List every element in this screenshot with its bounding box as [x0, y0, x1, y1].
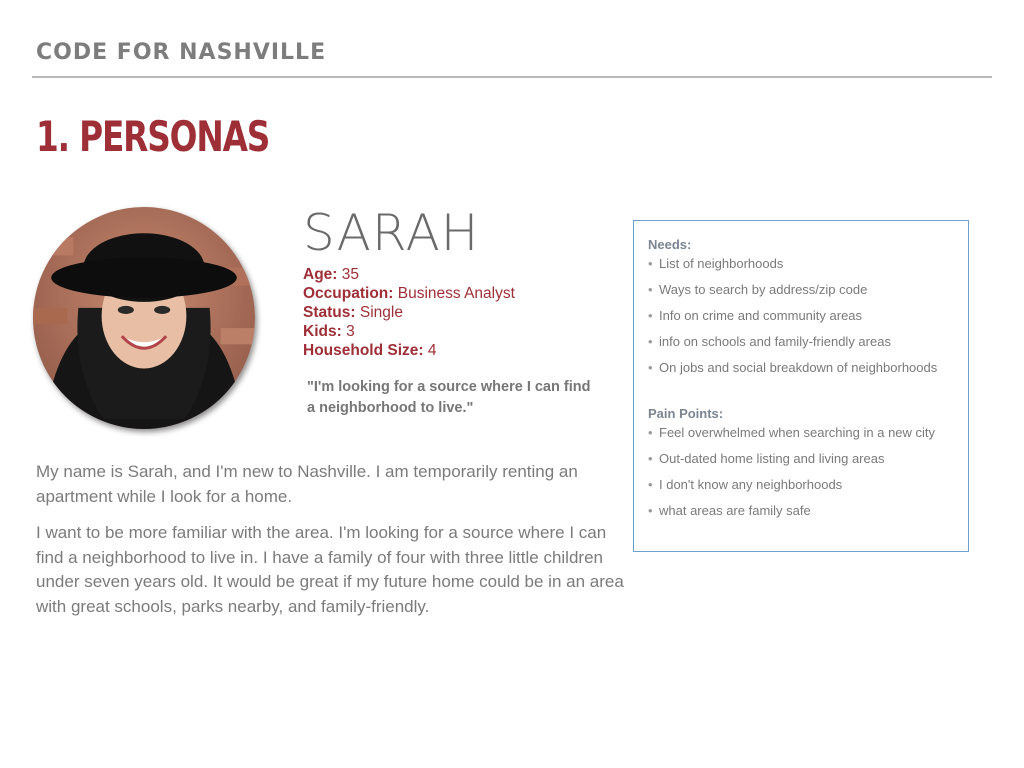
org-title: CODE FOR NASHVILLE — [36, 40, 327, 65]
list-item: • what areas are family safe — [648, 503, 811, 518]
persona-bio — [36, 460, 636, 619]
list-item: • Feel overwhelmed when searching in a new city — [648, 425, 936, 440]
list-item: • Info on crime and community areas — [648, 308, 863, 323]
needs-pain-panel — [633, 220, 969, 552]
section-title: 1. PERSONAS — [36, 112, 270, 161]
list-item: • List of neighborhoods — [648, 256, 784, 271]
header-divider — [32, 76, 992, 78]
needs-list — [648, 256, 954, 386]
fact-age: Age: 35 — [303, 266, 360, 283]
fact-kids: Kids: 3 — [303, 323, 355, 340]
bullet-icon: • — [648, 425, 653, 440]
pain-points-heading: Pain Points: — [648, 406, 724, 421]
bullet-icon: • — [648, 360, 653, 375]
list-item: • info on schools and family-friendly areas — [648, 334, 891, 349]
list-item: • Out-dated home listing and living areas — [648, 451, 885, 466]
bio-paragraph: I want to be more familiar with the area. I'm looking for a source where I can find a neighborhood to live in. I have a family of four with three little children under seven years old. It would be great if my future home could be in an area with great schools, parks nearby, and family-friendly. — [36, 523, 624, 616]
list-item: • Ways to search by address/zip code — [648, 282, 868, 297]
bullet-icon: • — [648, 477, 653, 492]
fact-occupation: Occupation: Business Analyst — [303, 285, 515, 302]
persona-facts — [303, 265, 515, 360]
bullet-icon: • — [648, 282, 653, 297]
needs-heading: Needs: — [648, 237, 692, 252]
bullet-icon: • — [648, 503, 653, 518]
fact-status: Status: Single — [303, 304, 403, 321]
list-item: • On jobs and social breakdown of neighborhoods — [648, 360, 938, 375]
bullet-icon: • — [648, 451, 653, 466]
bio-paragraph: My name is Sarah, and I'm new to Nashville. I am temporarily renting an apartment while I look for a home. — [36, 462, 578, 506]
persona-photo-icon — [33, 207, 255, 429]
persona-avatar — [33, 207, 255, 429]
persona-quote: "I'm looking for a source where I can find a neighborhood to live." — [307, 379, 591, 416]
pain-points-list — [648, 425, 954, 529]
bullet-icon: • — [648, 334, 653, 349]
fact-household-size: Household Size: 4 — [303, 342, 437, 359]
list-item: • I don't know any neighborhoods — [648, 477, 843, 492]
persona-name: SARAH — [303, 204, 480, 262]
bullet-icon: • — [648, 308, 653, 323]
bullet-icon: • — [648, 256, 653, 271]
